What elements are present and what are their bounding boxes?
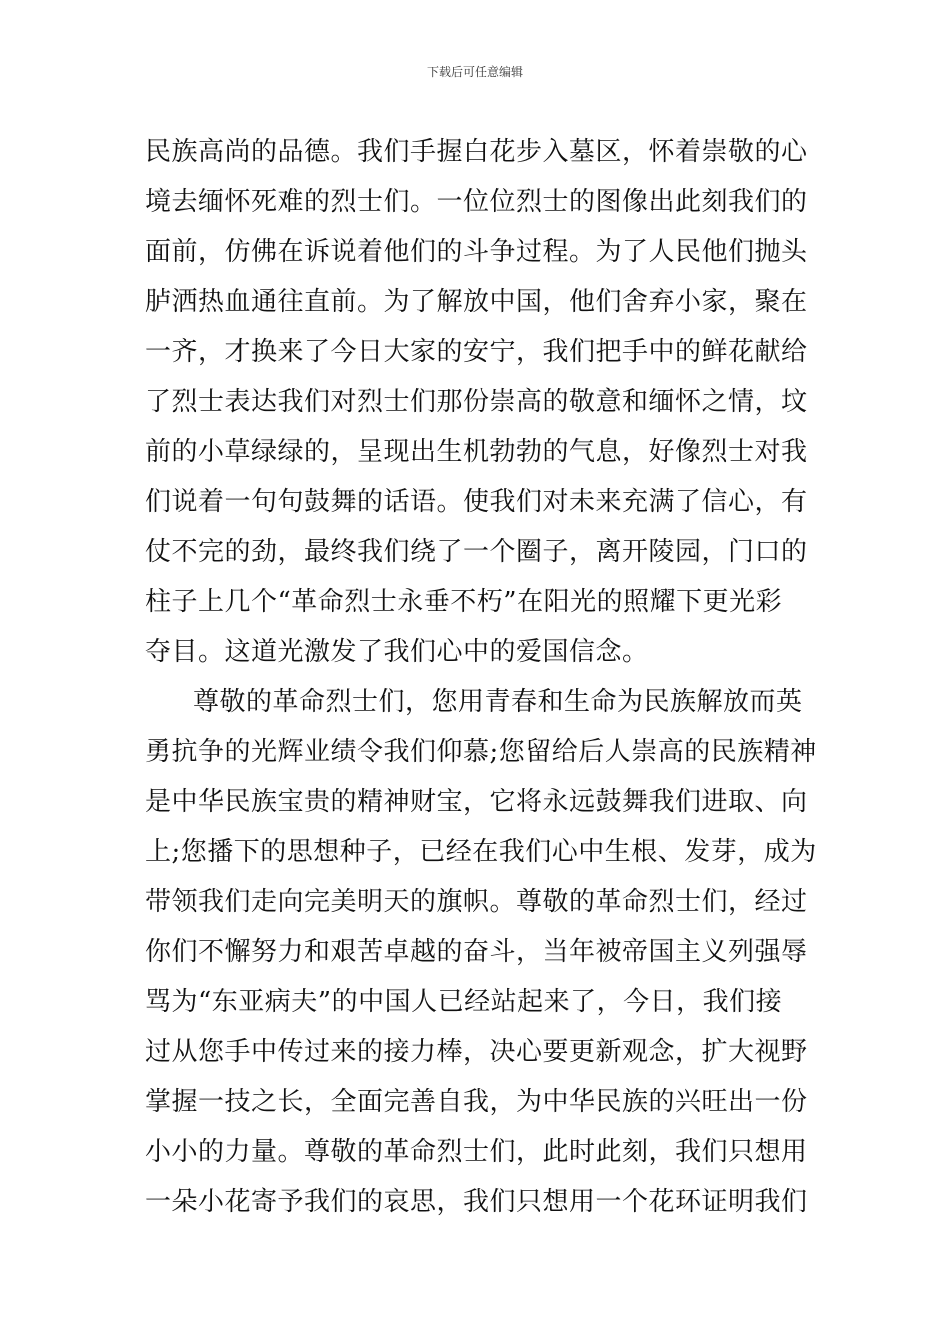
text-line: 一齐，才换来了今日大家的安宁，我们把手中的鲜花献给 [145, 337, 808, 367]
text-line: 了烈士表达我们对烈士们那份崇高的敬意和缅怀之情，坟 [145, 387, 808, 417]
page-header: 下载后可任意编辑 [426, 65, 523, 79]
text-line: 掌握一技之长，全面完善自我，为中华民族的兴旺出一份 [145, 1087, 808, 1117]
text-line: 是中华民族宝贵的精神财宝，它将永远鼓舞我们进取、向 [145, 787, 808, 817]
text-line: 勇抗争的光辉业绩令我们仰慕;您留给后人崇高的民族精神 [145, 737, 817, 767]
text-line: 柱子上几个“革命烈士永垂不朽”在阳光的照耀下更光彩 [145, 587, 783, 617]
text-line: 前的小草绿绿的，呈现出生机勃勃的气息，好像烈士对我 [145, 437, 808, 467]
text-line: 们说着一句句鼓舞的话语。使我们对未来充满了信心，有 [145, 487, 808, 517]
text-line: 一朵小花寄予我们的哀思，我们只想用一个花环证明我们 [145, 1187, 808, 1217]
text-line: 带领我们走向完美明天的旗帜。尊敬的革命烈士们，经过 [145, 887, 808, 917]
text-line: 境去缅怀死难的烈士们。一位位烈士的图像出此刻我们的 [145, 187, 808, 217]
text-line: 过从您手中传过来的接力棒，决心要更新观念，扩大视野 [145, 1037, 808, 1067]
text-line: 你们不懈努力和艰苦卓越的奋斗，当年被帝国主义列强辱 [145, 937, 808, 967]
text-line: 夺目。这道光激发了我们心中的爱国信念。 [145, 637, 649, 667]
document-body [145, 130, 817, 1230]
text-line: 面前，仿佛在诉说着他们的斗争过程。为了人民他们抛头 [145, 237, 808, 267]
paragraph-1 [145, 130, 810, 680]
text-line: 仗不完的劲，最终我们绕了一个圈子，离开陵园，门口的 [145, 537, 808, 567]
text-line: 胪洒热血通往直前。为了解放中国，他们舍弃小家，聚在 [145, 287, 808, 317]
text-line: 骂为“东亚病夫”的中国人已经站起来了，今日，我们接 [145, 987, 783, 1017]
paragraph-2 [145, 680, 817, 1230]
text-line: 上;您播下的思想种子，已经在我们心中生根、发芽，成为 [145, 837, 817, 867]
text-line: 小小的力量。尊敬的革命烈士们，此时此刻，我们只想用 [145, 1137, 808, 1167]
text-line: 民族高尚的品德。我们手握白花步入墓区，怀着崇敬的心 [145, 137, 808, 167]
text-line: 尊敬的革命烈士们，您用青春和生命为民族解放而英 [193, 687, 803, 717]
